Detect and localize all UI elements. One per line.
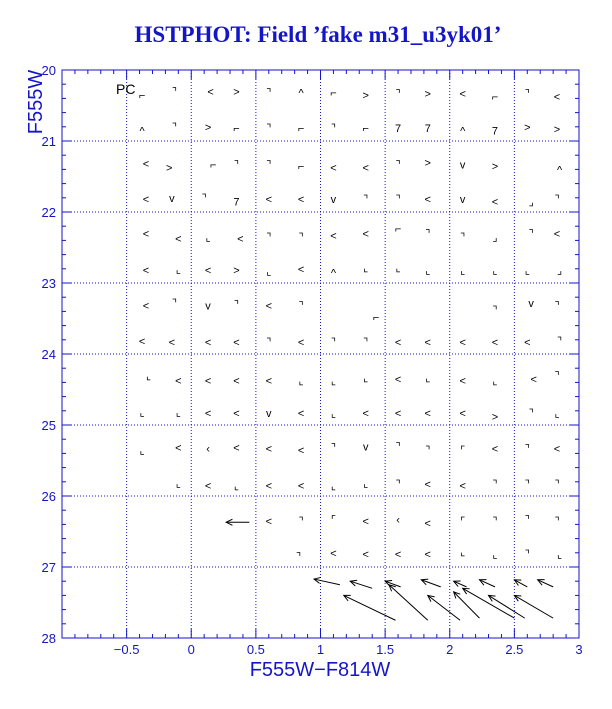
y-tick-label-4: 24: [41, 347, 56, 362]
data-marker-97: ⌝: [266, 336, 272, 349]
x-tick-label-3: 1: [316, 642, 325, 657]
data-marker-78: ⌞: [425, 265, 431, 278]
data-marker-110: <: [233, 375, 240, 388]
x-tick-label-2: 0.5: [246, 642, 265, 657]
chart-title: HSTPHOT: Field ’fake m31_u3yk01’: [134, 22, 502, 47]
data-marker-57: ⌞: [205, 231, 211, 244]
data-marker-29: >: [166, 162, 173, 175]
data-marker-176: <: [424, 549, 431, 562]
data-marker-75: ^: [330, 267, 337, 280]
data-marker-140: <: [297, 444, 305, 457]
data-marker-17: ⌐: [233, 123, 240, 136]
data-marker-132: >: [491, 411, 499, 424]
data-marker-33: ⌐: [297, 160, 305, 173]
data-marker-177: ⌞: [460, 546, 466, 559]
data-marker-74: <: [297, 263, 305, 276]
data-marker-15: ⌝: [171, 121, 178, 134]
axis-layer: [42, 63, 583, 657]
data-marker-80: ⌞: [492, 265, 498, 278]
data-marker-169: ⌝: [492, 515, 498, 528]
data-marker-106: ⌝: [557, 336, 563, 349]
data-marker-68: <: [553, 228, 561, 241]
y-tick-label-7: 27: [41, 560, 56, 575]
data-marker-40: ^: [557, 164, 563, 177]
data-marker-137: ‹: [206, 443, 210, 456]
data-marker-96: <: [233, 336, 240, 349]
data-marker-133: ⌝: [528, 407, 534, 420]
data-marker-18: ⌝: [266, 123, 272, 136]
data-marker-170: ⌝: [524, 514, 530, 527]
data-marker-147: ⌝: [524, 443, 530, 456]
data-marker-48: ⌝: [363, 194, 369, 207]
data-marker-158: <: [459, 480, 466, 493]
data-marker-2: <: [207, 86, 214, 99]
data-marker-52: <: [491, 196, 499, 209]
data-marker-142: v: [362, 441, 369, 454]
data-arrow-6: [479, 580, 495, 587]
data-marker-53: ⌟: [528, 196, 534, 209]
data-marker-89: ⌐: [372, 312, 380, 325]
data-marker-35: <: [362, 162, 369, 175]
y-tick-label-8: 28: [41, 631, 56, 646]
data-marker-148: <: [553, 443, 561, 456]
data-marker-164: ⌜: [330, 514, 337, 527]
data-marker-87: <: [265, 300, 273, 313]
data-marker-73: ⌞: [266, 265, 272, 278]
data-marker-94: <: [168, 336, 176, 349]
data-marker-160: ⌝: [524, 478, 530, 491]
data-marker-32: ⌝: [266, 159, 272, 172]
data-marker-93: <: [138, 336, 146, 349]
data-marker-144: ⌝: [425, 444, 431, 457]
data-marker-60: ⌝: [298, 231, 304, 244]
y-tick-label-0: 20: [41, 63, 56, 78]
data-marker-136: <: [175, 442, 182, 455]
data-marker-108: <: [175, 375, 182, 388]
data-marker-172: ⌝: [295, 551, 302, 564]
data-marker-82: ⌟: [557, 265, 563, 278]
data-marker-7: >: [362, 89, 369, 102]
data-marker-56: <: [175, 233, 182, 246]
data-marker-115: <: [394, 373, 402, 386]
data-marker-174: <: [362, 549, 369, 562]
data-marker-47: v: [330, 194, 337, 207]
data-marker-98: <: [297, 336, 305, 349]
data-marker-111: <: [265, 375, 273, 388]
data-marker-91: v: [528, 297, 534, 310]
data-marker-155: ⌞: [363, 478, 369, 491]
y-tick-label-1: 21: [41, 134, 56, 149]
data-marker-14: ^: [139, 125, 145, 138]
data-marker-103: <: [459, 336, 466, 349]
data-marker-118: ⌞: [492, 375, 498, 388]
data-marker-11: ⌐: [491, 91, 499, 104]
data-marker-79: ⌞: [460, 265, 466, 278]
data-marker-112: ⌞: [298, 375, 304, 388]
y-tick-label-6: 26: [41, 489, 56, 504]
data-marker-20: ⌝: [330, 123, 337, 136]
data-marker-39: >: [491, 160, 499, 173]
data-marker-107: ⌞: [146, 370, 152, 383]
data-marker-3: >: [233, 86, 240, 99]
data-marker-22: 7: [394, 123, 402, 136]
data-marker-88: ⌝: [298, 300, 304, 313]
data-marker-55: <: [142, 228, 150, 241]
data-marker-51: v: [459, 194, 466, 207]
data-marker-101: <: [394, 336, 402, 349]
data-arrow-13: [463, 588, 515, 618]
data-marker-71: <: [204, 265, 212, 278]
data-marker-102: <: [424, 336, 431, 349]
data-marker-127: ⌞: [330, 407, 337, 420]
x-tick-label-1: 0: [187, 642, 195, 657]
x-tick-label-4: 1.5: [376, 642, 395, 657]
y-tick-label-3: 23: [41, 276, 56, 291]
data-marker-161: ⌝: [554, 478, 560, 491]
data-marker-25: 7: [491, 125, 499, 138]
data-marker-178: ⌞: [492, 549, 498, 562]
data-marker-37: >: [424, 157, 431, 170]
data-marker-109: <: [204, 375, 212, 388]
data-marker-104: <: [491, 336, 499, 349]
data-marker-125: v: [266, 407, 272, 420]
data-marker-179: ⌝: [524, 549, 530, 562]
data-arrow-0: [226, 519, 249, 525]
data-marker-151: ⌞: [233, 480, 240, 493]
data-marker-42: v: [169, 192, 175, 205]
data-marker-69: <: [142, 265, 150, 278]
data-marker-163: ⌝: [298, 515, 304, 528]
marker-layer: [139, 86, 563, 563]
panel-label: PC: [116, 81, 136, 97]
data-marker-171: ⌝: [554, 515, 560, 528]
data-marker-168: ⌜: [460, 515, 466, 528]
data-arrow-7: [514, 580, 527, 587]
data-marker-16: >: [204, 121, 212, 134]
data-marker-121: ⌞: [139, 407, 145, 420]
data-arrow-9: [344, 595, 396, 620]
data-marker-113: ⌞: [330, 375, 337, 388]
data-marker-41: <: [142, 194, 150, 207]
arrow-layer: [226, 519, 553, 620]
y-tick-label-2: 22: [41, 205, 56, 220]
y-tick-label-5: 25: [41, 418, 56, 433]
data-marker-159: ⌝: [492, 478, 498, 491]
data-marker-135: ⌞: [139, 444, 145, 457]
data-marker-76: ⌞: [363, 262, 369, 275]
data-marker-119: <: [530, 373, 537, 386]
data-marker-45: <: [265, 194, 273, 207]
data-marker-31: ⌝: [233, 159, 240, 172]
data-marker-67: ⌝: [528, 228, 534, 241]
data-marker-34: <: [330, 162, 337, 175]
data-marker-26: >: [524, 121, 531, 134]
data-marker-24: ^: [460, 125, 466, 138]
data-marker-117: <: [459, 375, 466, 388]
data-marker-21: ⌐: [362, 123, 369, 136]
data-marker-44: 7: [233, 196, 240, 209]
data-marker-72: >: [233, 265, 240, 278]
data-marker-38: v: [459, 159, 466, 172]
data-marker-156: ⌝: [395, 478, 401, 491]
data-marker-58: <: [237, 233, 244, 246]
data-marker-141: ⌝: [330, 442, 337, 455]
data-marker-167: <: [424, 517, 431, 530]
data-marker-175: <: [394, 549, 402, 562]
data-marker-105: <: [524, 336, 531, 349]
data-marker-122: ⌞: [175, 407, 181, 420]
data-marker-114: ⌞: [363, 372, 369, 385]
data-marker-9: >: [424, 88, 431, 101]
data-marker-77: ⌞: [395, 262, 401, 275]
data-marker-95: <: [204, 336, 212, 349]
data-marker-28: <: [142, 158, 150, 171]
data-marker-90: ⌝: [492, 304, 498, 317]
data-arrow-10: [389, 585, 428, 621]
data-marker-138: <: [233, 442, 240, 455]
data-marker-1: ⌝: [171, 86, 178, 99]
y-axis-label: F555W: [25, 69, 47, 135]
data-marker-50: <: [424, 194, 431, 207]
data-marker-63: ⌐: [394, 223, 402, 236]
data-marker-84: ⌝: [171, 297, 178, 310]
data-marker-85: v: [205, 300, 211, 313]
data-marker-130: <: [424, 407, 431, 420]
data-marker-131: <: [459, 407, 466, 420]
data-marker-123: <: [204, 407, 212, 420]
data-marker-49: ⌝: [395, 194, 401, 207]
data-marker-150: <: [204, 480, 212, 493]
data-marker-62: <: [362, 228, 369, 241]
data-marker-134: ⌞: [554, 407, 560, 420]
x-tick-label-7: 3: [575, 642, 583, 657]
data-marker-65: ⌝: [460, 231, 466, 244]
data-marker-157: <: [424, 478, 431, 491]
data-marker-43: ⌝: [201, 192, 207, 205]
data-marker-6: ⌐: [330, 87, 337, 100]
data-marker-46: <: [297, 194, 305, 207]
x-tick-label-5: 2: [446, 642, 454, 657]
data-marker-143: ⌝: [395, 441, 401, 454]
data-marker-54: ⌝: [554, 194, 560, 207]
data-marker-8: ⌝: [395, 88, 401, 101]
data-marker-124: <: [233, 407, 240, 420]
x-tick-label-6: 2.5: [505, 642, 524, 657]
data-marker-100: ⌝: [363, 336, 369, 349]
x-axis-label: F555W−F814W: [249, 659, 391, 681]
data-marker-180: ⌞: [557, 549, 563, 562]
data-marker-10: <: [459, 88, 466, 101]
data-marker-64: ⌝: [425, 228, 431, 241]
data-arrow-2: [350, 580, 372, 588]
data-marker-36: ⌝: [395, 159, 401, 172]
data-marker-166: ‹: [396, 514, 400, 527]
data-marker-70: ⌞: [175, 263, 181, 276]
data-marker-126: <: [297, 407, 305, 420]
data-marker-0: ⌐: [138, 89, 146, 102]
data-marker-23: 7: [424, 123, 431, 136]
data-marker-4: ⌝: [266, 87, 272, 100]
data-marker-19: ⌐: [297, 123, 305, 136]
data-marker-81: ⌞: [524, 265, 530, 278]
data-marker-162: <: [265, 515, 273, 528]
data-marker-173: <: [330, 547, 337, 560]
data-marker-61: <: [330, 230, 337, 243]
grid-layer: [62, 70, 579, 638]
data-marker-129: <: [394, 407, 402, 420]
data-marker-12: ⌝: [524, 88, 530, 101]
data-marker-153: <: [297, 480, 305, 493]
data-arrow-5: [454, 581, 467, 587]
data-marker-120: ⌝: [554, 370, 560, 383]
data-marker-99: ⌝: [330, 336, 337, 349]
data-marker-146: <: [491, 443, 499, 456]
data-arrow-11: [428, 595, 460, 620]
data-marker-27: >: [553, 123, 561, 136]
data-marker-116: ⌞: [425, 372, 431, 385]
data-marker-154: ⌞: [330, 480, 337, 493]
data-marker-59: ⌝: [266, 231, 272, 244]
data-marker-13: <: [553, 91, 561, 104]
data-marker-92: ⌝: [554, 300, 560, 313]
data-marker-139: <: [265, 443, 273, 456]
data-arrow-1: [314, 577, 340, 584]
data-marker-86: ⌝: [233, 299, 240, 312]
data-arrow-4: [421, 579, 440, 587]
data-marker-152: <: [265, 480, 273, 493]
data-marker-128: <: [362, 407, 369, 420]
data-arrow-8: [538, 580, 554, 587]
data-marker-149: ⌞: [175, 478, 181, 491]
data-marker-30: ⌐: [210, 159, 217, 172]
x-tick-label-0: −0.5: [113, 642, 140, 657]
data-marker-83: <: [142, 300, 150, 313]
data-marker-145: ⌜: [460, 444, 466, 457]
data-marker-66: ⌟: [492, 231, 498, 244]
data-marker-5: ^: [298, 87, 304, 100]
data-marker-165: <: [362, 515, 369, 528]
